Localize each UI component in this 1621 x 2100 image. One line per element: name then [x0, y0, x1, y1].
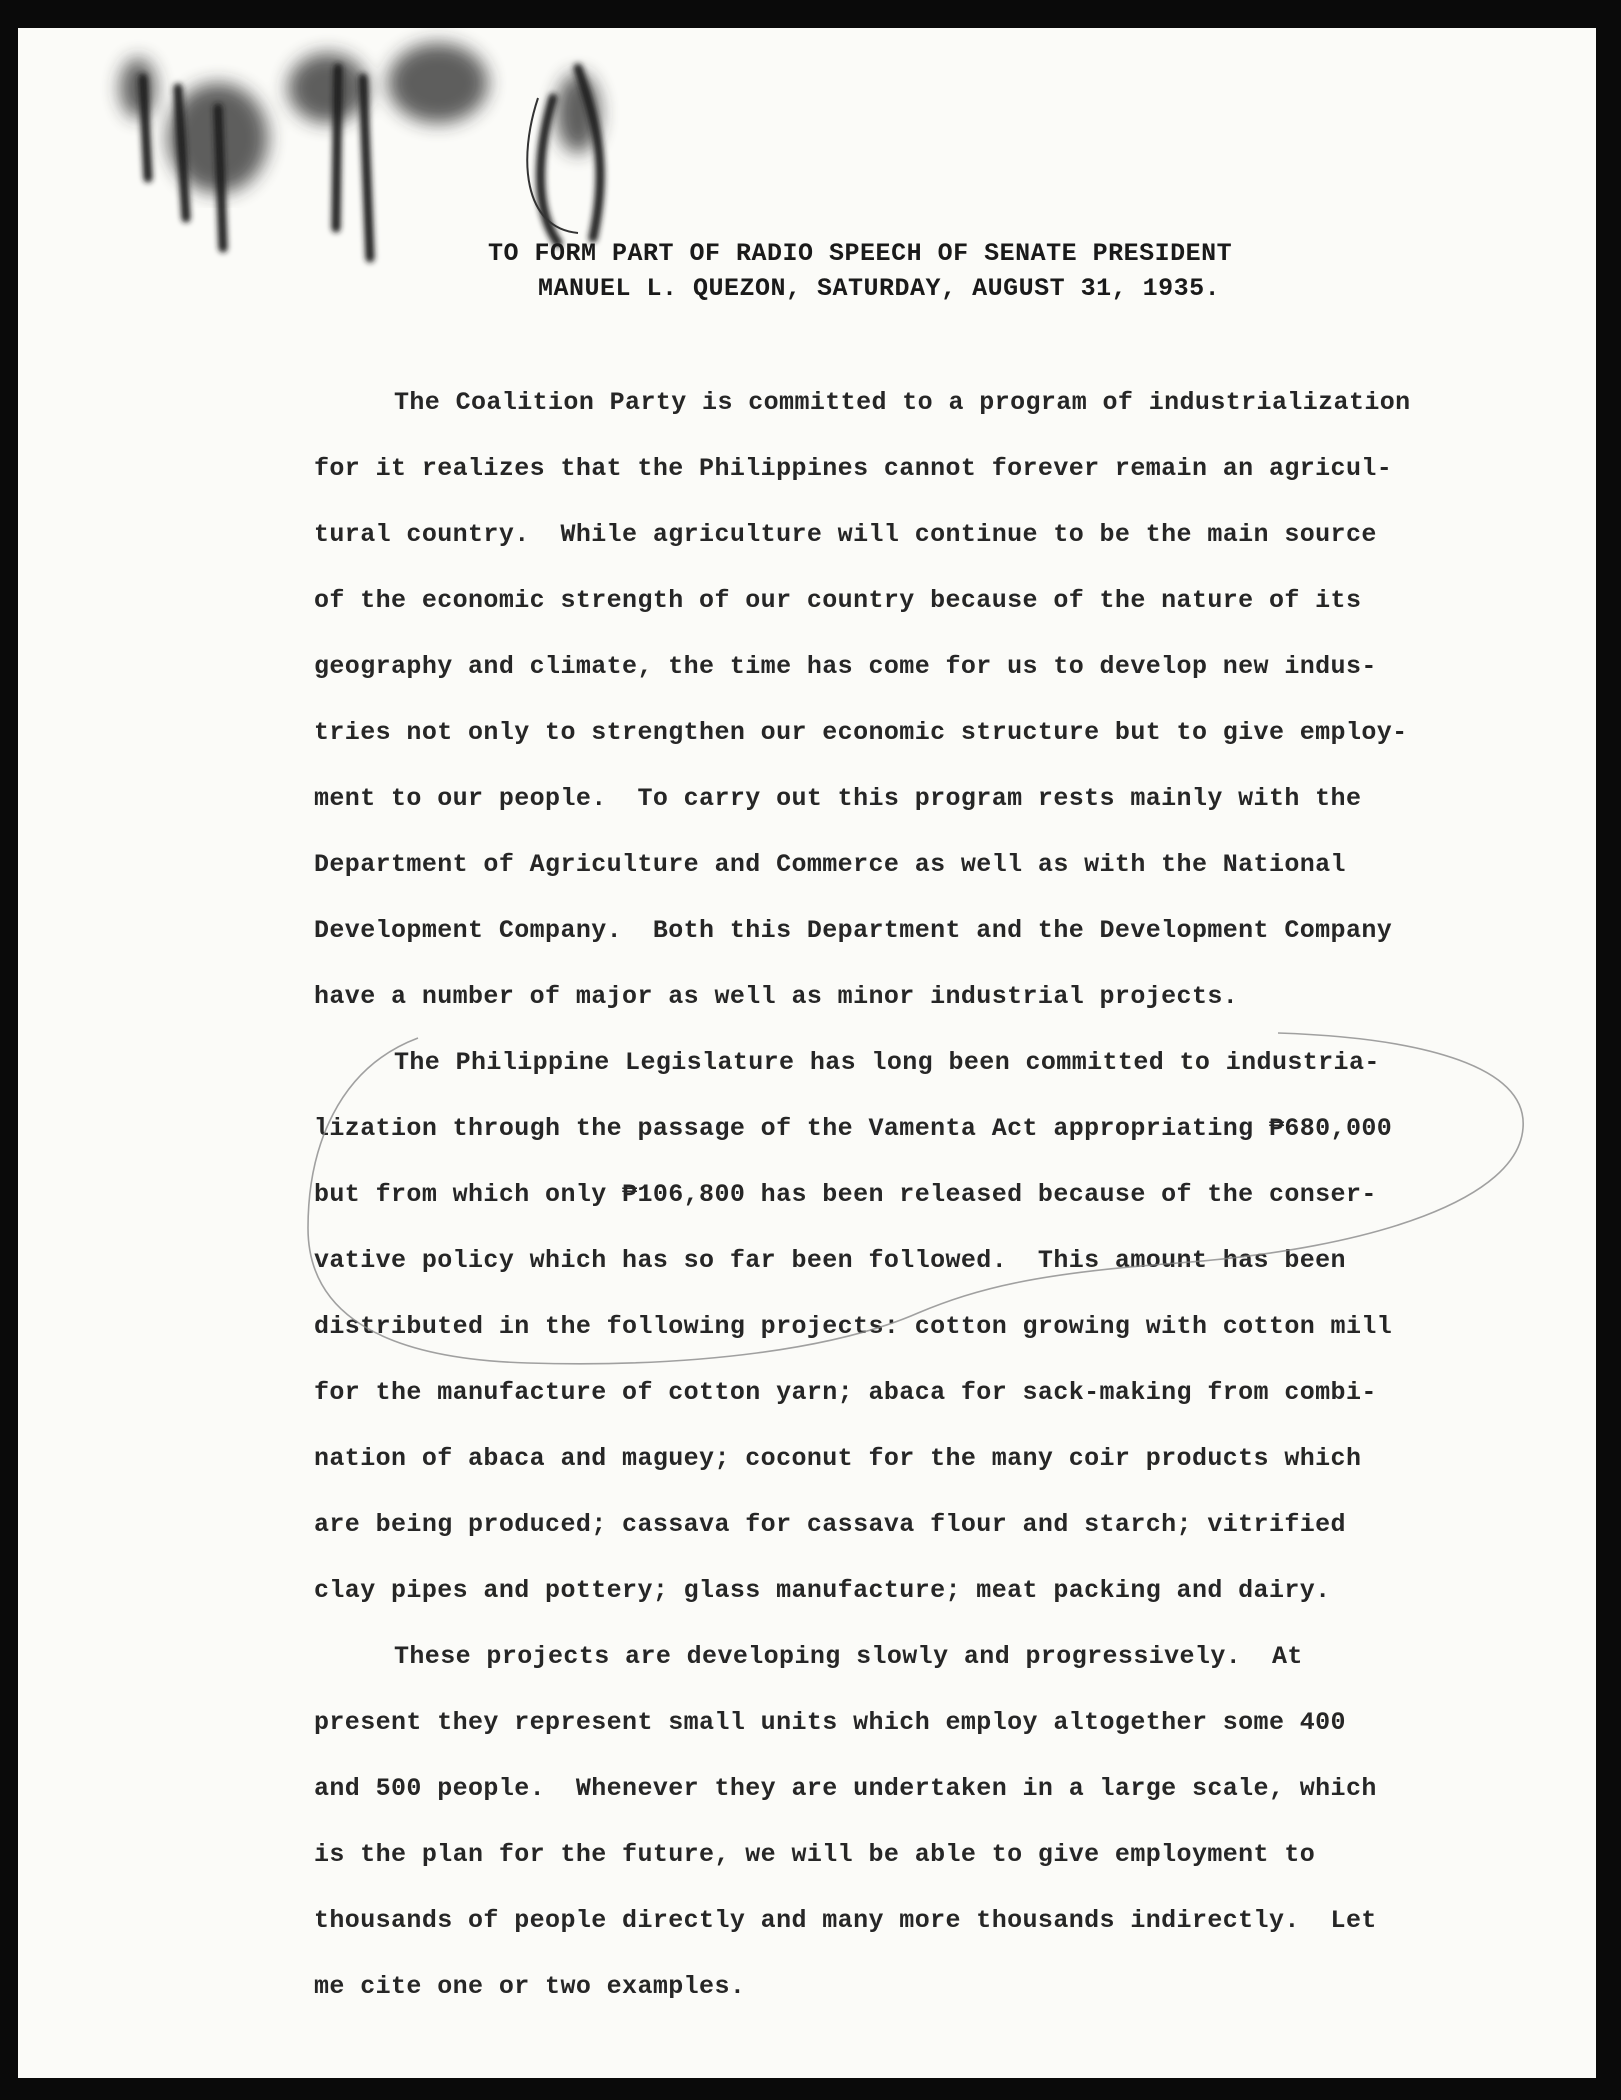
text-line: are being produced; cassava for cassava flour and starch; vitrified — [314, 1510, 1346, 1539]
heading-line-2: MANUEL L. QUEZON, SATURDAY, AUGUST 31, 1935. — [538, 274, 1221, 303]
text-line: Development Company. Both this Department and the Development Company — [314, 916, 1393, 945]
document-body — [314, 370, 1514, 2020]
text-line: lization through the passage of the Vamenta Act appropriating ₱680,000 — [314, 1114, 1393, 1143]
text-line: ment to our people. To carry out this program rests mainly with the — [314, 784, 1362, 813]
text-line: me cite one or two examples. — [314, 1972, 746, 2001]
text-line: thousands of people directly and many more thousands indirectly. Let — [314, 1906, 1377, 1935]
text-line: vative policy which has so far been followed. This amount has been — [314, 1246, 1346, 1275]
document-page — [18, 28, 1596, 2078]
text-line: of the economic strength of our country because of the nature of its — [314, 586, 1362, 615]
text-line: nation of abaca and maguey; coconut for the many coir products which — [314, 1444, 1362, 1473]
text-line: present they represent small units which employ altogether some 400 — [314, 1708, 1346, 1737]
paragraph-3 — [314, 1624, 1514, 2020]
text-line: geography and climate, the time has come for us to develop new indus- — [314, 652, 1377, 681]
text-line: Department of Agriculture and Commerce as well as with the National — [314, 850, 1346, 879]
paragraph-1 — [314, 370, 1514, 1030]
text-line: The Coalition Party is committed to a program of industrialization — [394, 388, 1411, 417]
text-line: The Philippine Legislature has long been committed to industria- — [394, 1048, 1380, 1077]
text-line: tries not only to strengthen our economic structure but to give employ- — [314, 718, 1408, 747]
text-line: but from which only ₱106,800 has been released because of the conser- — [314, 1180, 1377, 1209]
heading-line-1: TO FORM PART OF RADIO SPEECH OF SENATE PRESIDENT — [488, 239, 1233, 268]
text-line: These projects are developing slowly and progressively. At — [394, 1642, 1303, 1671]
text-line: for it realizes that the Philippines cannot forever remain an agricul- — [314, 454, 1393, 483]
text-line: tural country. While agriculture will continue to be the main source — [314, 520, 1377, 549]
text-line: for the manufacture of cotton yarn; abaca for sack-making from combi- — [314, 1378, 1377, 1407]
document-heading — [488, 236, 1388, 306]
text-line: is the plan for the future, we will be able to give employment to — [314, 1840, 1316, 1869]
text-line: distributed in the following projects: cotton growing with cotton mill — [314, 1312, 1393, 1341]
text-line: clay pipes and pottery; glass manufacture; meat packing and dairy. — [314, 1576, 1331, 1605]
text-line: and 500 people. Whenever they are undertaken in a large scale, which — [314, 1774, 1377, 1803]
paragraph-2 — [314, 1030, 1514, 1624]
text-line: have a number of major as well as minor industrial projects. — [314, 982, 1239, 1011]
